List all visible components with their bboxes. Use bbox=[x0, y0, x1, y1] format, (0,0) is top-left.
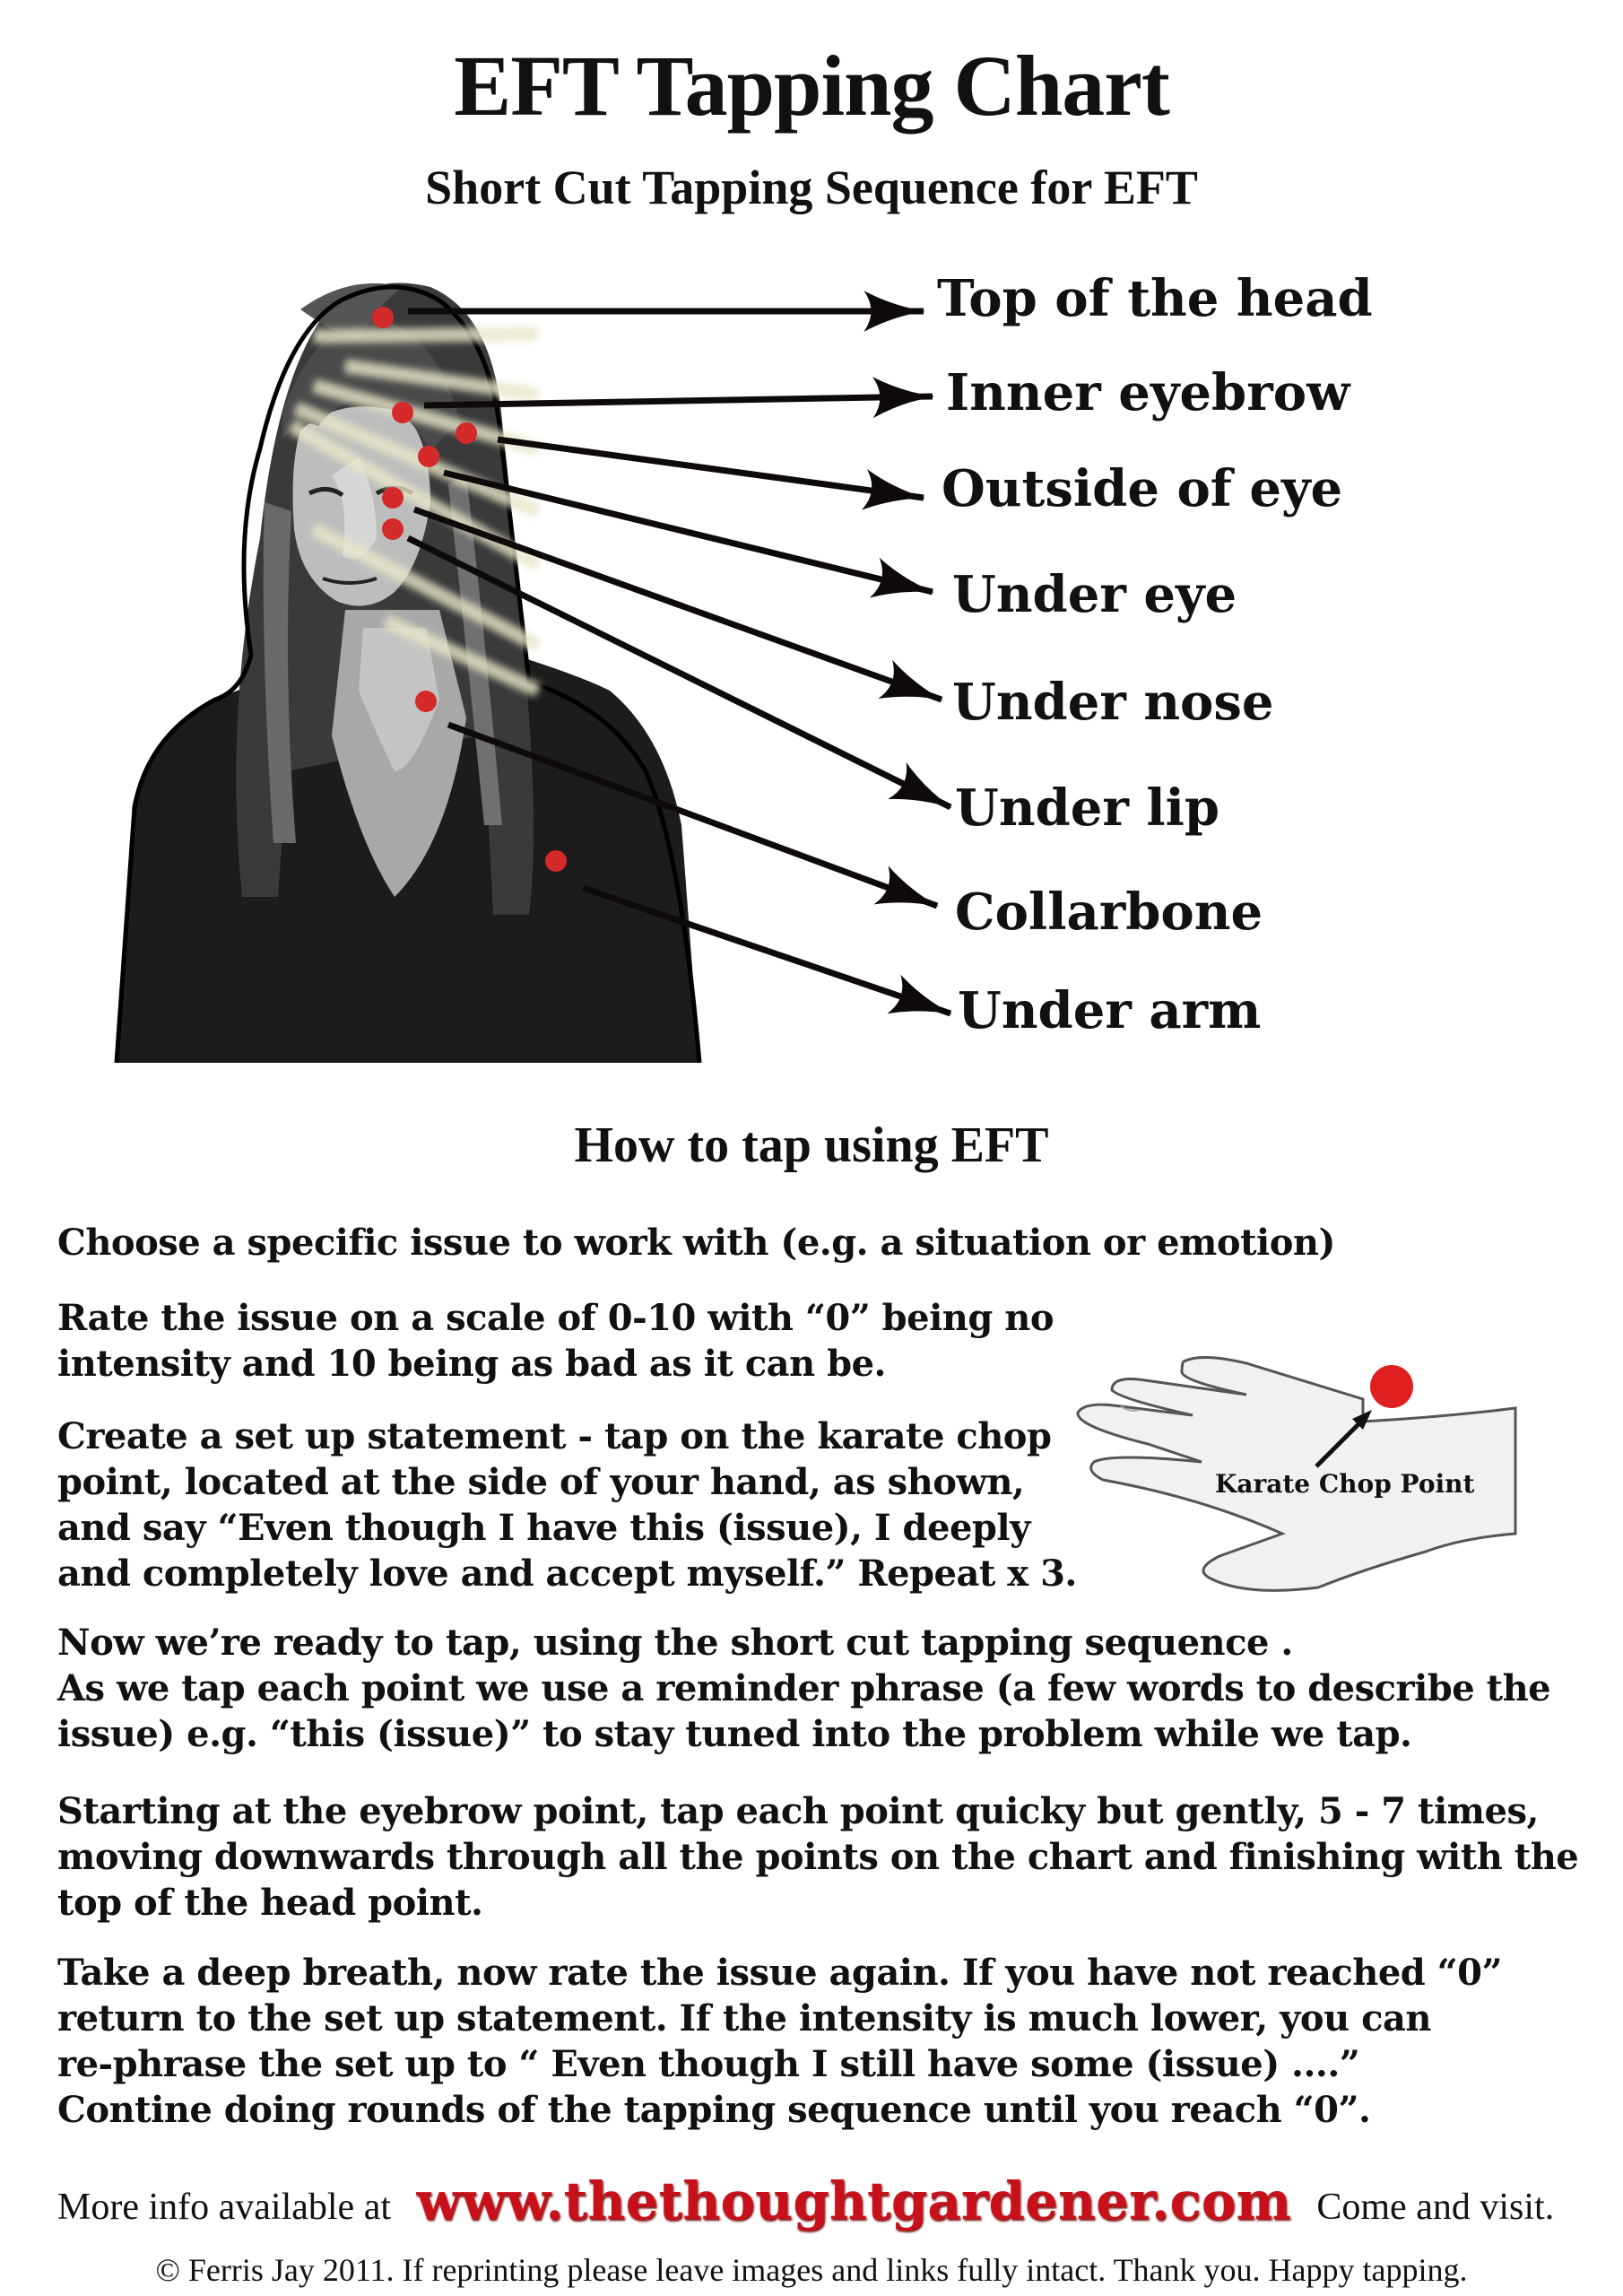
label-outside-of-eye: Outside of eye bbox=[942, 459, 1343, 518]
label-under-lip: Under lip bbox=[955, 778, 1220, 838]
copyright-notice: © Ferris Jay 2011. If reprinting please leave images and links fully intact. Thank you. Happy tapping. bbox=[155, 2252, 1468, 2288]
more-info-prefix: More info available at bbox=[57, 2187, 392, 2228]
label-under-eye: Under eye bbox=[952, 565, 1237, 624]
step-choose-issue: Choose a specific issue to work with (e.g. a situation or emotion) bbox=[57, 1222, 1335, 1264]
karate-chop-hand-image bbox=[1067, 1336, 1533, 1605]
tapping-dot-under-arm bbox=[545, 850, 567, 872]
tapping-dot-top-of-head bbox=[372, 307, 394, 328]
step-rerate: Take a deep breath, now rate the issue again. If you have not reached “0” return to the set up statement. If the intensity is much lower, you can re-phrase the set up to “ Even though I still have some (issue) ....” Contine doing rounds of the tapping sequence until you reach “0”. bbox=[57, 1952, 1503, 2131]
tapping-dot-inner-eyebrow bbox=[392, 402, 413, 423]
tapping-dot-collarbone bbox=[415, 691, 437, 712]
karate-chop-label: Karate Chop Point bbox=[1215, 1469, 1475, 1499]
label-collarbone: Collarbone bbox=[955, 883, 1263, 942]
label-top-of-head: Top of the head bbox=[937, 269, 1373, 328]
label-under-nose: Under nose bbox=[952, 673, 1274, 732]
label-inner-eyebrow: Inner eyebrow bbox=[946, 363, 1350, 422]
more-info-suffix: Come and visit. bbox=[1316, 2187, 1555, 2228]
step-reminder-phrase: Now we’re ready to tap, using the short cut tapping sequence . As we tap each point we use a reminder phrase (a few words to describe the issue) e.g. “this (issue)” to stay tuned into the problem while we tap. bbox=[57, 1622, 1551, 1755]
step-setup-statement: Create a set up statement - tap on the karate chop point, located at the side of your hand, as shown, and say “Even though I have this (issue), I deeply and completely love and accept myself.” Repeat x 3. bbox=[57, 1415, 1077, 1595]
tapping-dot-under-lip bbox=[382, 518, 404, 540]
arrow-outside-of-eye bbox=[498, 439, 924, 498]
label-under-arm: Under arm bbox=[958, 981, 1262, 1040]
step-rate-issue: Rate the issue on a scale of 0-10 with “0” being no intensity and 10 being as bad as it can be. bbox=[57, 1297, 1055, 1385]
website-link[interactable]: www.thethoughtgardener.com bbox=[416, 2170, 1291, 2231]
tapping-dot-outside-of-eye bbox=[456, 422, 477, 444]
tapping-points-figure bbox=[108, 269, 1022, 1076]
karate-chop-dot bbox=[1370, 1365, 1413, 1408]
step-tap-sequence: Starting at the eyebrow point, tap each point quicky but gently, 5 - 7 times, moving downwards through all the points on the chart and finishing with the top of the head point. bbox=[57, 1790, 1579, 1924]
arrow-under-arm bbox=[583, 888, 950, 1013]
arrow-inner-eyebrow bbox=[424, 396, 933, 405]
more-info-line bbox=[57, 2170, 1554, 2231]
page-title: EFT Tapping Chart bbox=[454, 38, 1169, 134]
page-subtitle: Short Cut Tapping Sequence for EFT bbox=[425, 161, 1198, 214]
tapping-dot-under-eye bbox=[418, 446, 439, 467]
instructions-title: How to tap using EFT bbox=[574, 1118, 1049, 1173]
arrows-overlay bbox=[0, 0, 1623, 1121]
arrow-collarbone bbox=[448, 725, 937, 906]
tapping-dot-under-nose bbox=[382, 487, 404, 509]
